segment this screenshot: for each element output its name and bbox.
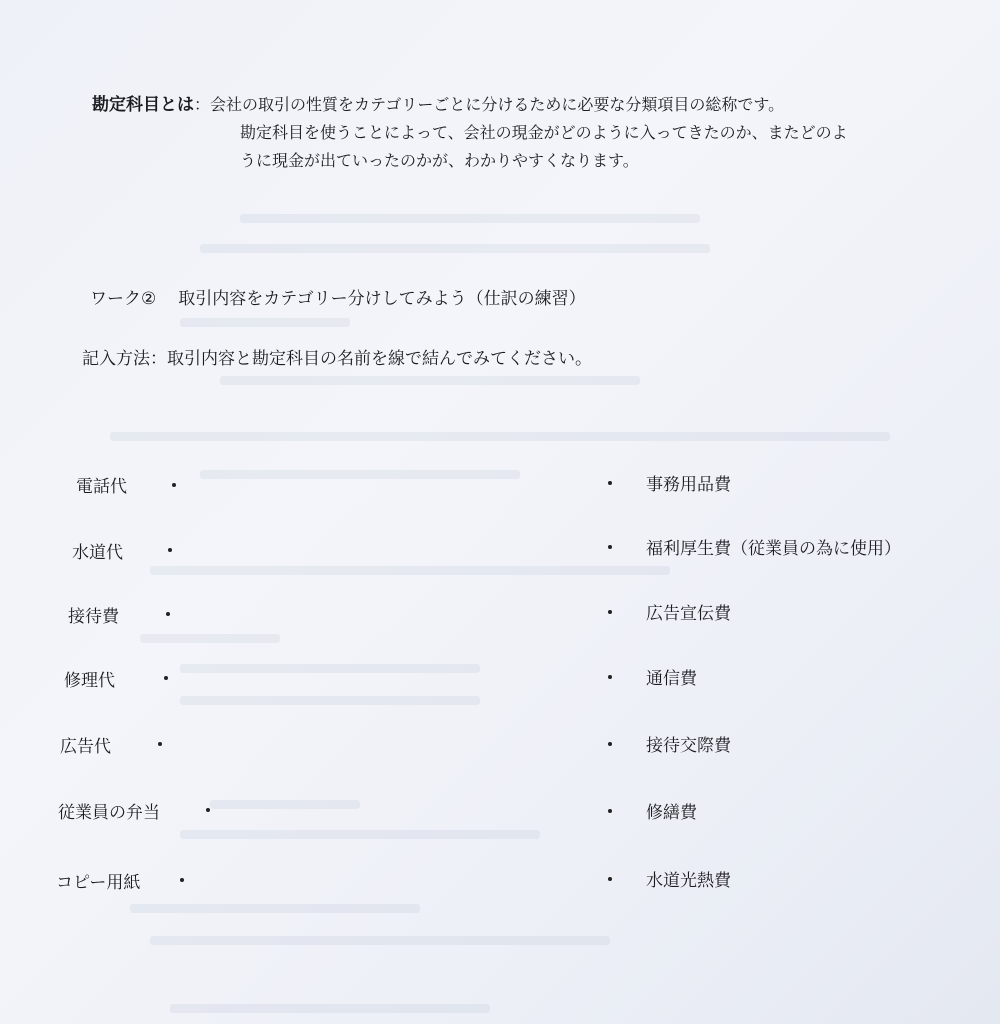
account-item: 接待交際費 xyxy=(646,736,731,756)
definition-line-2: 勘定科目を使うことによって、会社の現金がどのように入ってきたのか、またどのよ xyxy=(240,123,848,142)
account-dot[interactable] xyxy=(608,742,612,746)
transaction-item: 水道代 xyxy=(72,543,123,563)
work-title-text: 取引内容をカテゴリー分けしてみよう（仕訳の練習） xyxy=(178,289,586,309)
transaction-item: 修理代 xyxy=(64,671,115,691)
account-item: 福利厚生費（従業員の為に使用） xyxy=(646,539,901,559)
account-dot[interactable] xyxy=(608,481,612,485)
account-dot[interactable] xyxy=(608,545,612,549)
account-dot[interactable] xyxy=(608,877,612,881)
definition-term: 勘定科目とは xyxy=(92,95,194,115)
account-item: 通信費 xyxy=(646,669,697,689)
definition-line-3: うに現金が出ていったのかが、わかりやすくなります。 xyxy=(240,151,639,170)
transaction-item: 従業員の弁当 xyxy=(58,803,160,823)
transaction-dot[interactable] xyxy=(166,612,170,616)
account-dot[interactable] xyxy=(608,675,612,679)
account-item: 修繕費 xyxy=(646,803,697,823)
definition-separator: ： xyxy=(194,95,211,114)
account-item: 事務用品費 xyxy=(646,475,731,495)
definition-line-1 xyxy=(92,90,784,120)
work-label: ワーク② xyxy=(90,289,157,309)
account-item: 広告宣伝費 xyxy=(646,604,731,624)
transaction-dot[interactable] xyxy=(168,548,172,552)
definition-text-1: 会社の取引の性質をカテゴリーごとに分けるために必要な分類項目の総称です。 xyxy=(210,95,785,114)
account-item: 水道光熱費 xyxy=(646,871,731,891)
transaction-item: コピー用紙 xyxy=(56,873,141,893)
instructions-text: 記入方法：取引内容と勘定科目の名前を線で結んでみてください。 xyxy=(82,349,592,369)
work-heading xyxy=(90,284,586,309)
account-dot[interactable] xyxy=(608,809,612,813)
transaction-dot[interactable] xyxy=(164,676,168,680)
account-dot[interactable] xyxy=(608,610,612,614)
transaction-item: 広告代 xyxy=(60,737,111,757)
transaction-dot[interactable] xyxy=(180,878,184,882)
transaction-dot[interactable] xyxy=(206,808,210,812)
transaction-dot[interactable] xyxy=(172,483,176,487)
transaction-item: 接待費 xyxy=(68,607,119,627)
transaction-item: 電話代 xyxy=(76,477,127,497)
transaction-dot[interactable] xyxy=(158,742,162,746)
